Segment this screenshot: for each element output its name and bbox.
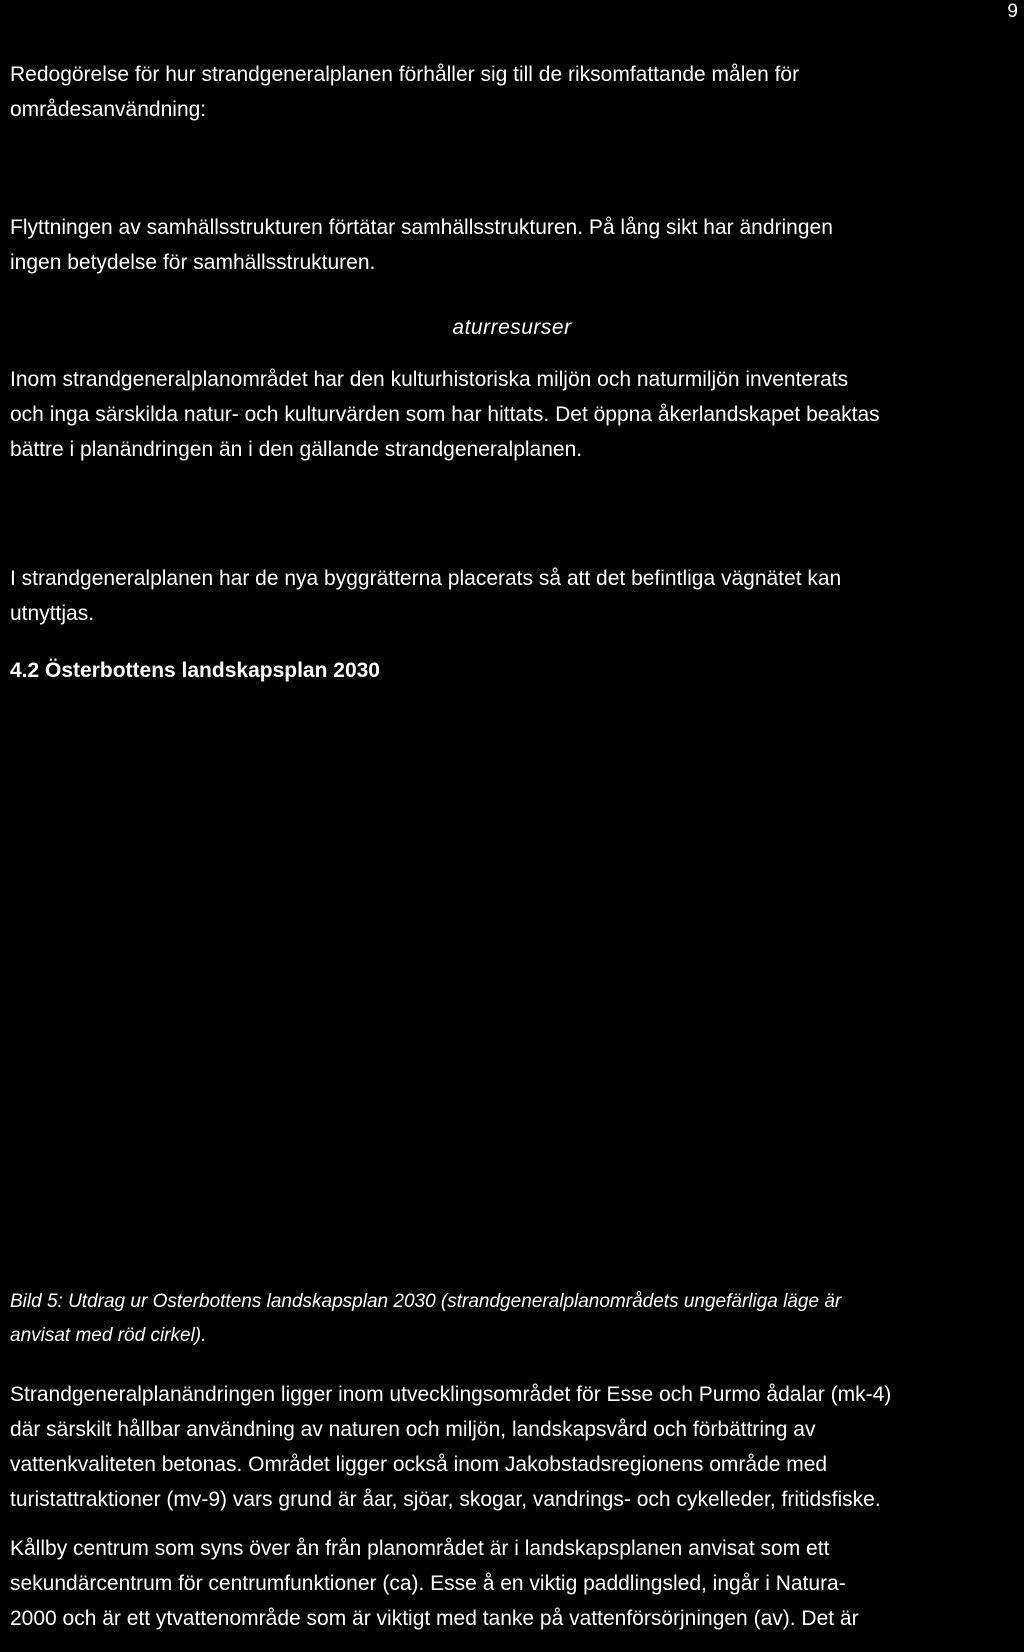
natural-resources-heading: aturresurser [452, 316, 572, 339]
structure-paragraph: Flyttningen av samhällsstrukturen förtätar samhällsstrukturen. På lång sikt har ändringen ingen betydelse för samhällsstrukturen. [10, 216, 833, 274]
landscape-plan-map-image [10, 700, 1010, 1280]
inventory-paragraph: Inom strandgeneralplanområdet har den kulturhistoriska miljön och naturmiljön inventerats och inga särskilda natur- och kulturvärden som har hittats. Det öppna åkerlandskapet beaktas bättre i planändringen än i den gällande strandgeneralplanen. [10, 368, 880, 461]
figure-caption: Bild 5: Utdrag ur Osterbottens landskapsplan 2030 (strandgeneralplanområdets ungefärliga läge är anvisat med röd cirkel). [10, 1291, 842, 1346]
intro-paragraph: Redogörelse för hur strandgeneralplanen förhåller sig till de riksomfattande målen för områdesanvändning: [10, 63, 800, 121]
page-number: 9 [1007, 1, 1018, 22]
roads-paragraph: I strandgeneralplanen har de nya byggrätterna placerats så att det befintliga vägnätet kan utnyttjas. [10, 567, 842, 625]
development-area-paragraph: Strandgeneralplanändringen ligger inom utvecklingsområdet för Esse och Purmo ådalar (mk-4) där särskilt hållbar användning av naturen och miljön, landskapsvård och förbättring av vattenkvaliteten betonas. Området ligger också inom Jakobstadsregionens område med turistattraktioner (mv-9) vars grund är åar, sjöar, skogar, vandrings- och cykelleder, fritidsfiske. [10, 1383, 892, 1511]
kallby-paragraph: Kållby centrum som syns över ån från planområdet är i landskapsplanen anvisat som ett sekundärcentrum för centrumfunktioner (ca). Esse å en viktig paddlingsled, ingår i Natura- 2000 och är ett ytvattenområde som är viktigt med tanke på vattenförsörjningen (av). Det är [10, 1537, 859, 1630]
section-heading-4-2: 4.2 Österbottens landskapsplan 2030 [10, 659, 380, 682]
